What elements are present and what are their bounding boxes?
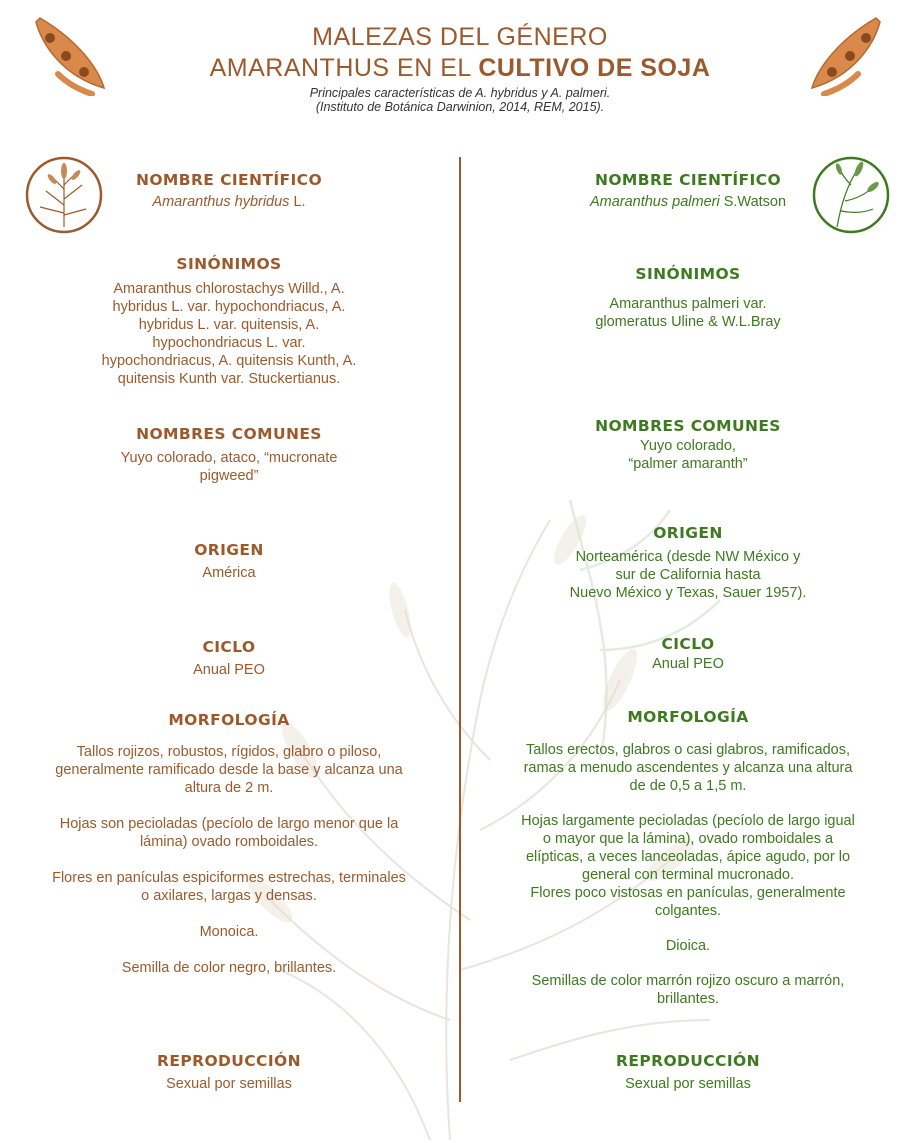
text-line: Yuyo colorado, ataco, “mucronate [120, 450, 338, 466]
text-line: Monoica. [199, 924, 259, 940]
text-line: Sexual por semillas [166, 1076, 292, 1092]
text-line: pigweed” [199, 468, 259, 484]
text-line: Nuevo México y Texas, Sauer 1957). [569, 585, 807, 601]
text-line: ramas a menudo ascendentes y alcanza una altura [523, 760, 853, 776]
section-title: REPRODUCCIÓN [157, 1052, 301, 1070]
scientific-name [30, 193, 428, 211]
title-line-2-bold: CULTIVO DE SOJA [478, 54, 711, 82]
page-title [0, 22, 920, 84]
text-line: Yuyo colorado, [640, 438, 736, 454]
right-cycle [492, 635, 884, 673]
text-line: lámina) ovado romboidales. [139, 834, 319, 850]
text-line: Tallos rojizos, robustos, rígidos, glabro o piloso, [76, 744, 382, 760]
column-divider [459, 157, 461, 1102]
text-line: elípticas, a veces lanceoladas, ápice agudo, por lo [525, 849, 851, 865]
text-line: hypochondriacus, A. quitensis Kunth, A. [101, 353, 357, 369]
section-title: MORFOLOGÍA [168, 711, 290, 729]
text-line: Anual PEO [652, 656, 724, 672]
title-line-2-prefix: AMARANTHUS EN EL [209, 54, 479, 82]
page-subtitle [0, 86, 920, 114]
section-title: SINÓNIMOS [635, 265, 741, 283]
text-line: Semilla de color negro, brillantes. [121, 960, 337, 976]
section-title: NOMBRE CIENTÍFICO [135, 171, 323, 189]
right-reproduction [492, 1052, 884, 1093]
text-line: generalmente ramificado desde la base y alcanza una [55, 762, 403, 778]
section-title: CICLO [661, 635, 715, 653]
left-origin [30, 541, 428, 582]
species-author: L. [289, 194, 306, 210]
text-line: Dioica. [665, 938, 711, 954]
title-line-2 [0, 53, 920, 84]
left-reproduction [30, 1052, 428, 1093]
text-line: Tallos erectos, glabros o casi glabros, ramificados, [526, 742, 850, 758]
section-title: SINÓNIMOS [176, 255, 282, 273]
text-line: Anual PEO [193, 662, 265, 678]
section-title: ORIGEN [194, 541, 264, 559]
text-line: Hojas largamente pecioladas (pecíolo de largo igual [521, 813, 855, 829]
section-title: NOMBRES COMUNES [136, 425, 322, 443]
left-synonyms [30, 255, 428, 388]
section-title: ORIGEN [653, 524, 723, 542]
text-line: quitensis Kunth var. Stuckertianus. [117, 371, 341, 387]
text-line: Amaranthus chlorostachys Willd., A. [113, 281, 345, 297]
text-line: sur de California hasta [615, 567, 761, 583]
text-line: altura de 2 m. [184, 780, 274, 796]
section-title: CICLO [202, 638, 256, 656]
scientific-name [492, 193, 884, 211]
section-title: NOMBRE CIENTÍFICO [594, 171, 782, 189]
text-line: o axilares, largas y densas. [141, 888, 317, 904]
species-name: Amaranthus palmeri [589, 194, 720, 210]
text-line: Semillas de color marrón rojizo oscuro a marrón, [531, 973, 845, 989]
text-line: hypochondriacus L. var. [152, 335, 306, 351]
species-author: S.Watson [719, 194, 787, 210]
text-line: Hojas son pecioladas (pecíolo de largo menor que la [59, 816, 399, 832]
text-line: hybridus L. var. quitensis, A. [138, 317, 320, 333]
left-common-names [30, 425, 428, 485]
right-origin [492, 524, 884, 602]
text-line: brillantes. [656, 991, 720, 1007]
species-name: Amaranthus hybridus [152, 194, 290, 210]
subtitle-line-2: (Instituto de Botánica Darwinion, 2014, REM, 2015). [315, 100, 605, 114]
right-morphology [492, 708, 884, 1008]
title-line-1: MALEZAS DEL GÉNERO [312, 23, 608, 51]
text-line: América [202, 565, 256, 581]
right-synonyms [492, 265, 884, 331]
left-cycle [30, 638, 428, 679]
left-morphology [30, 711, 428, 977]
text-line: Amaranthus palmeri var. [609, 296, 767, 312]
right-common-names [492, 417, 884, 473]
text-line: general con terminal mucronado. [582, 867, 794, 883]
section-title: NOMBRES COMUNES [595, 417, 781, 435]
text-line: hybridus L. var. hypochondriacus, A. [112, 299, 346, 315]
left-scientific-name [30, 171, 428, 211]
text-line: de de 0,5 a 1,5 m. [629, 778, 747, 794]
text-line: Flores poco vistosas en panículas, generalmente [530, 885, 846, 901]
text-line: o mayor que la lámina), ovado romboidales a [542, 831, 834, 847]
text-line: Sexual por semillas [625, 1076, 751, 1092]
text-line: Norteamérica (desde NW México y [575, 549, 801, 565]
text-line: Flores en panículas espiciformes estrechas, terminales [52, 870, 406, 886]
section-title: MORFOLOGÍA [627, 708, 749, 726]
text-line: colgantes. [654, 903, 722, 919]
text-line: “palmer amaranth” [628, 456, 748, 472]
text-line: glomeratus Uline & W.L.Bray [595, 314, 781, 330]
right-scientific-name [492, 171, 884, 211]
subtitle-line-1: Principales características de A. hybridus y A. palmeri. [309, 86, 611, 100]
section-title: REPRODUCCIÓN [616, 1052, 760, 1070]
